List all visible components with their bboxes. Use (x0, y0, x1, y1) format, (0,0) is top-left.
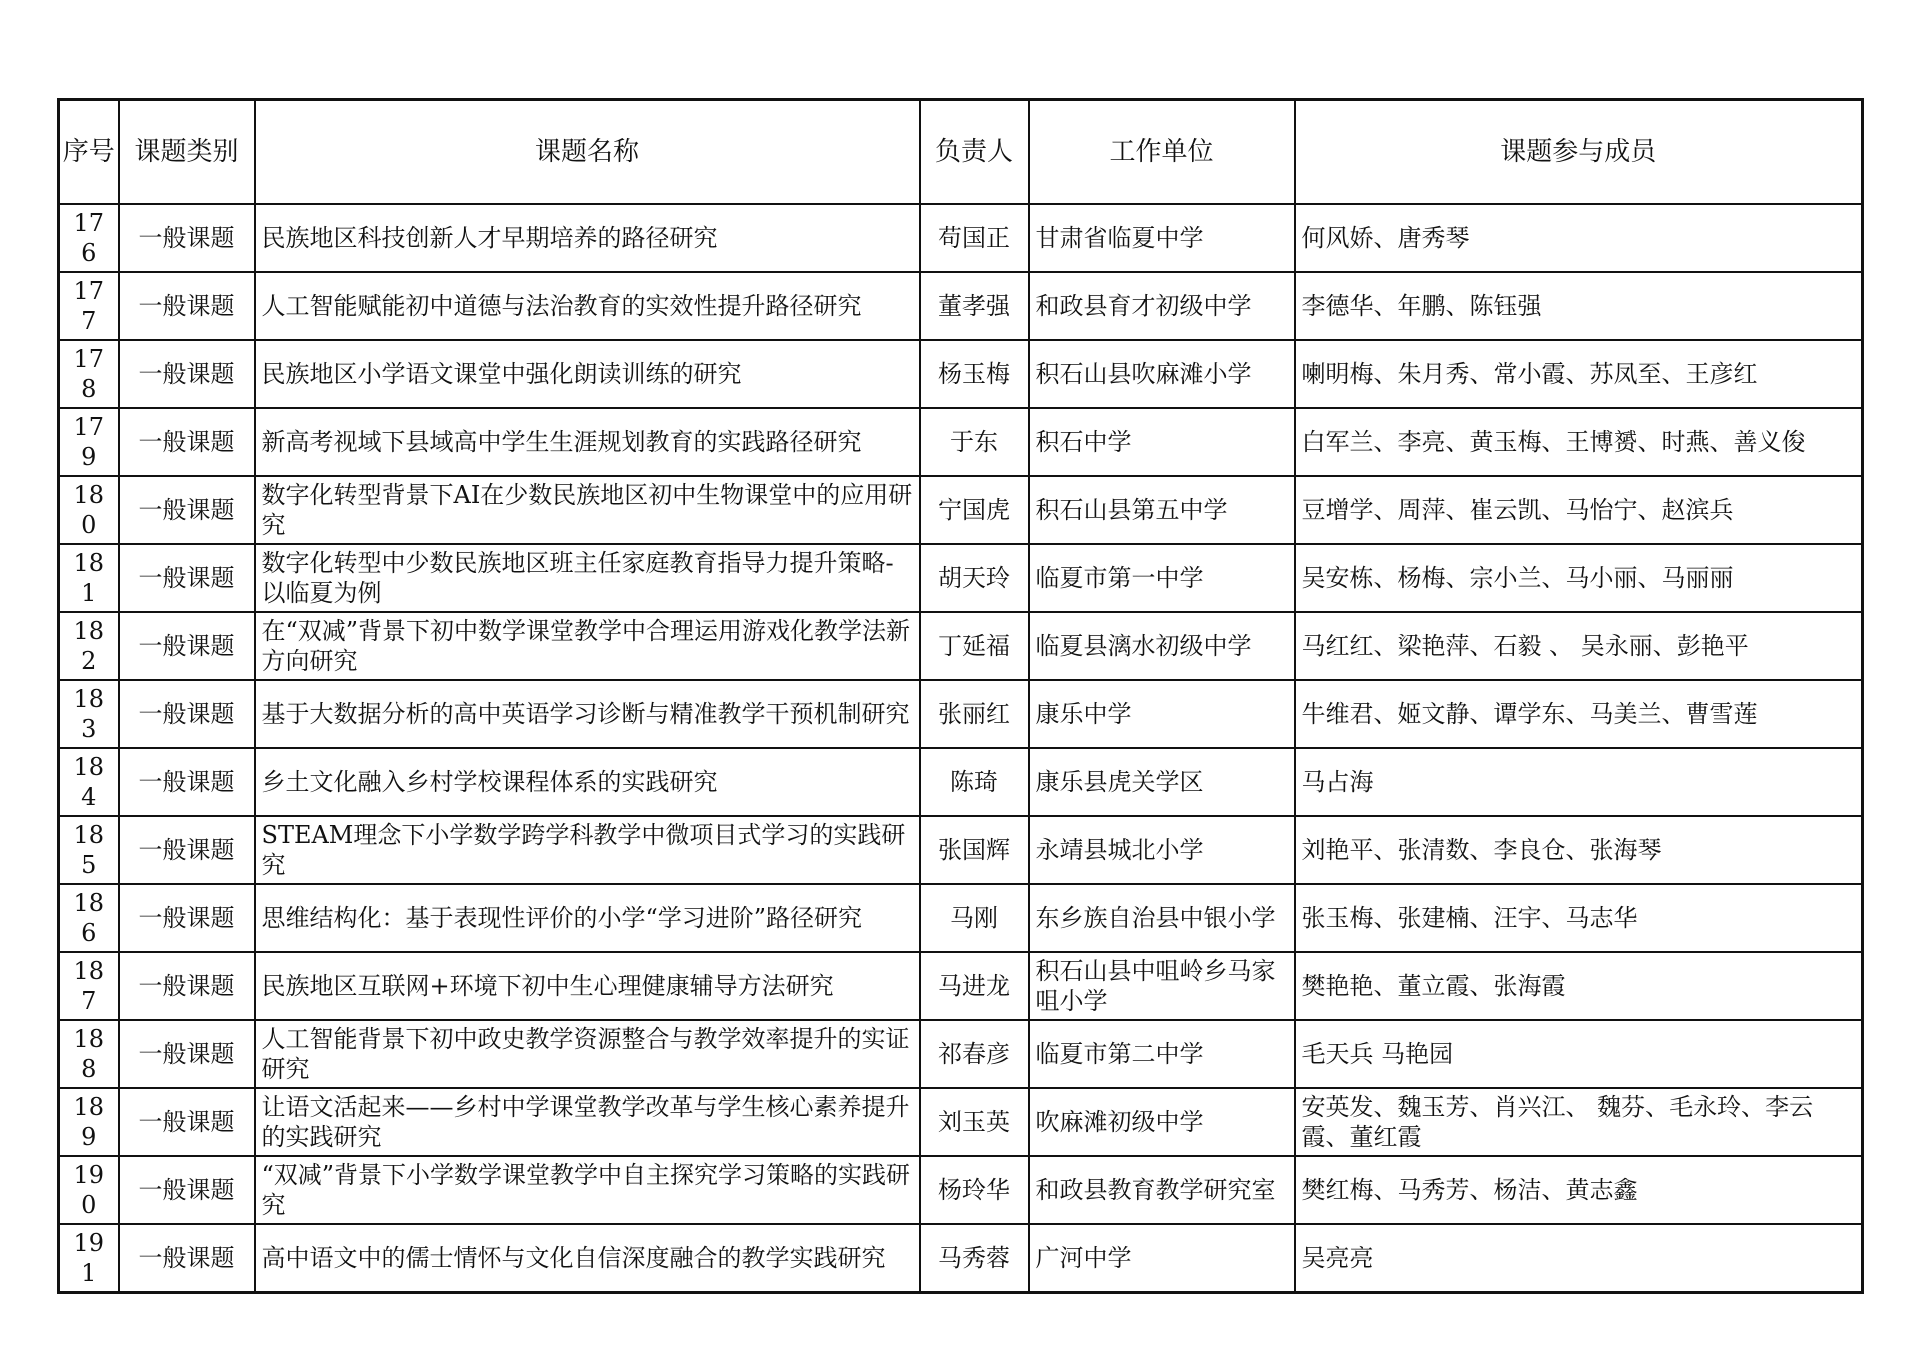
table-row (59, 476, 1863, 544)
cell-no: 182 (59, 612, 119, 680)
cell-no: 186 (59, 884, 119, 952)
cell-unit: 和政县育才初级中学 (1029, 272, 1295, 340)
cell-members: 樊艳艳、董立霞、张海霞 (1295, 952, 1863, 1020)
header-members: 课题参与成员 (1295, 100, 1863, 205)
cell-members: 吴亮亮 (1295, 1224, 1863, 1293)
cell-unit: 临夏市第二中学 (1029, 1020, 1295, 1088)
table-row (59, 748, 1863, 816)
table-row (59, 272, 1863, 340)
cell-no: 180 (59, 476, 119, 544)
cell-title: 民族地区互联网+环境下初中生心理健康辅导方法研究 (255, 952, 920, 1020)
table-row (59, 680, 1863, 748)
cell-members: 樊红梅、马秀芳、杨洁、黄志鑫 (1295, 1156, 1863, 1224)
cell-members: 马红红、梁艳萍、石毅 、 吴永丽、彭艳平 (1295, 612, 1863, 680)
table-row (59, 612, 1863, 680)
cell-members: 喇明梅、朱月秀、常小霞、苏凤至、王彦红 (1295, 340, 1863, 408)
cell-members: 何风娇、唐秀琴 (1295, 204, 1863, 272)
table-header-row (59, 100, 1863, 205)
cell-members: 马占海 (1295, 748, 1863, 816)
table-row (59, 1156, 1863, 1224)
cell-title: 民族地区科技创新人才早期培养的路径研究 (255, 204, 920, 272)
cell-no: 184 (59, 748, 119, 816)
cell-title: 在“双减”背景下初中数学课堂教学中合理运用游戏化教学法新方向研究 (255, 612, 920, 680)
cell-unit: 积石山县中咀岭乡马家咀小学 (1029, 952, 1295, 1020)
cell-title: 人工智能背景下初中政史教学资源整合与教学效率提升的实证研究 (255, 1020, 920, 1088)
cell-category: 一般课题 (119, 408, 255, 476)
cell-category: 一般课题 (119, 748, 255, 816)
cell-no: 189 (59, 1088, 119, 1156)
cell-title: 基于大数据分析的高中英语学习诊断与精准教学干预机制研究 (255, 680, 920, 748)
cell-title: 数字化转型背景下AI在少数民族地区初中生物课堂中的应用研究 (255, 476, 920, 544)
cell-title: 让语文活起来——乡村中学课堂教学改革与学生核心素养提升的实践研究 (255, 1088, 920, 1156)
cell-no: 190 (59, 1156, 119, 1224)
table-body (59, 204, 1863, 1293)
cell-category: 一般课题 (119, 952, 255, 1020)
cell-members: 安英发、魏玉芳、肖兴江、 魏芬、毛永玲、李云霞、董红霞 (1295, 1088, 1863, 1156)
cell-title: 新高考视域下县域高中学生生涯规划教育的实践路径研究 (255, 408, 920, 476)
cell-no: 191 (59, 1224, 119, 1293)
header-category: 课题类别 (119, 100, 255, 205)
cell-category: 一般课题 (119, 272, 255, 340)
cell-no: 177 (59, 272, 119, 340)
cell-leader: 刘玉英 (920, 1088, 1029, 1156)
header-title: 课题名称 (255, 100, 920, 205)
table-row (59, 884, 1863, 952)
cell-title: “双减”背景下小学数学课堂教学中自主探究学习策略的实践研究 (255, 1156, 920, 1224)
header-unit: 工作单位 (1029, 100, 1295, 205)
cell-unit: 永靖县城北小学 (1029, 816, 1295, 884)
cell-no: 185 (59, 816, 119, 884)
table-row (59, 1020, 1863, 1088)
cell-unit: 临夏市第一中学 (1029, 544, 1295, 612)
table-row (59, 816, 1863, 884)
cell-no: 181 (59, 544, 119, 612)
cell-leader: 杨玉梅 (920, 340, 1029, 408)
cell-members: 牛维君、姬文静、谭学东、马美兰、曹雪莲 (1295, 680, 1863, 748)
cell-category: 一般课题 (119, 612, 255, 680)
table-row (59, 1224, 1863, 1293)
cell-leader: 丁延福 (920, 612, 1029, 680)
table-row (59, 952, 1863, 1020)
cell-unit: 积石中学 (1029, 408, 1295, 476)
project-list-table (57, 98, 1864, 1294)
cell-unit: 康乐县虎关学区 (1029, 748, 1295, 816)
cell-members: 张玉梅、张建楠、汪宇、马志华 (1295, 884, 1863, 952)
cell-category: 一般课题 (119, 204, 255, 272)
cell-members: 豆增学、周萍、崔云凯、马怡宁、赵滨兵 (1295, 476, 1863, 544)
cell-leader: 杨玲华 (920, 1156, 1029, 1224)
cell-no: 187 (59, 952, 119, 1020)
cell-title: 高中语文中的儒士情怀与文化自信深度融合的教学实践研究 (255, 1224, 920, 1293)
cell-leader: 宁国虎 (920, 476, 1029, 544)
cell-unit: 康乐中学 (1029, 680, 1295, 748)
cell-no: 176 (59, 204, 119, 272)
table-row (59, 1088, 1863, 1156)
cell-no: 179 (59, 408, 119, 476)
cell-unit: 吹麻滩初级中学 (1029, 1088, 1295, 1156)
cell-members: 毛天兵 马艳园 (1295, 1020, 1863, 1088)
cell-no: 178 (59, 340, 119, 408)
cell-category: 一般课题 (119, 680, 255, 748)
header-no: 序号 (59, 100, 119, 205)
cell-title: 数字化转型中少数民族地区班主任家庭教育指导力提升策略-以临夏为例 (255, 544, 920, 612)
table-row (59, 544, 1863, 612)
cell-leader: 祁春彦 (920, 1020, 1029, 1088)
cell-members: 白军兰、李亮、黄玉梅、王博赟、时燕、善义俊 (1295, 408, 1863, 476)
cell-unit: 广河中学 (1029, 1224, 1295, 1293)
cell-unit: 临夏县漓水初级中学 (1029, 612, 1295, 680)
cell-title: 民族地区小学语文课堂中强化朗读训练的研究 (255, 340, 920, 408)
cell-leader: 胡天玲 (920, 544, 1029, 612)
cell-category: 一般课题 (119, 476, 255, 544)
cell-title: STEAM理念下小学数学跨学科教学中微项目式学习的实践研究 (255, 816, 920, 884)
cell-title: 乡土文化融入乡村学校课程体系的实践研究 (255, 748, 920, 816)
cell-members: 李德华、年鹏、陈钰强 (1295, 272, 1863, 340)
cell-leader: 马秀蓉 (920, 1224, 1029, 1293)
cell-leader: 马进龙 (920, 952, 1029, 1020)
cell-category: 一般课题 (119, 1020, 255, 1088)
cell-category: 一般课题 (119, 340, 255, 408)
cell-leader: 于东 (920, 408, 1029, 476)
cell-unit: 积石山县吹麻滩小学 (1029, 340, 1295, 408)
cell-leader: 张丽红 (920, 680, 1029, 748)
table-row (59, 408, 1863, 476)
cell-leader: 苟国正 (920, 204, 1029, 272)
cell-unit: 积石山县第五中学 (1029, 476, 1295, 544)
header-leader: 负责人 (920, 100, 1029, 205)
cell-no: 188 (59, 1020, 119, 1088)
table-row (59, 340, 1863, 408)
cell-leader: 张国辉 (920, 816, 1029, 884)
cell-title: 思维结构化：基于表现性评价的小学“学习进阶”路径研究 (255, 884, 920, 952)
cell-category: 一般课题 (119, 1088, 255, 1156)
cell-category: 一般课题 (119, 544, 255, 612)
cell-unit: 甘肃省临夏中学 (1029, 204, 1295, 272)
cell-leader: 陈琦 (920, 748, 1029, 816)
cell-unit: 东乡族自治县中银小学 (1029, 884, 1295, 952)
cell-category: 一般课题 (119, 816, 255, 884)
cell-no: 183 (59, 680, 119, 748)
cell-category: 一般课题 (119, 884, 255, 952)
cell-members: 刘艳平、张清数、李良仓、张海琴 (1295, 816, 1863, 884)
cell-leader: 董孝强 (920, 272, 1029, 340)
cell-category: 一般课题 (119, 1224, 255, 1293)
table-row (59, 204, 1863, 272)
cell-leader: 马刚 (920, 884, 1029, 952)
cell-members: 吴安栋、杨梅、宗小兰、马小丽、马丽丽 (1295, 544, 1863, 612)
cell-unit: 和政县教育教学研究室 (1029, 1156, 1295, 1224)
cell-title: 人工智能赋能初中道德与法治教育的实效性提升路径研究 (255, 272, 920, 340)
cell-category: 一般课题 (119, 1156, 255, 1224)
